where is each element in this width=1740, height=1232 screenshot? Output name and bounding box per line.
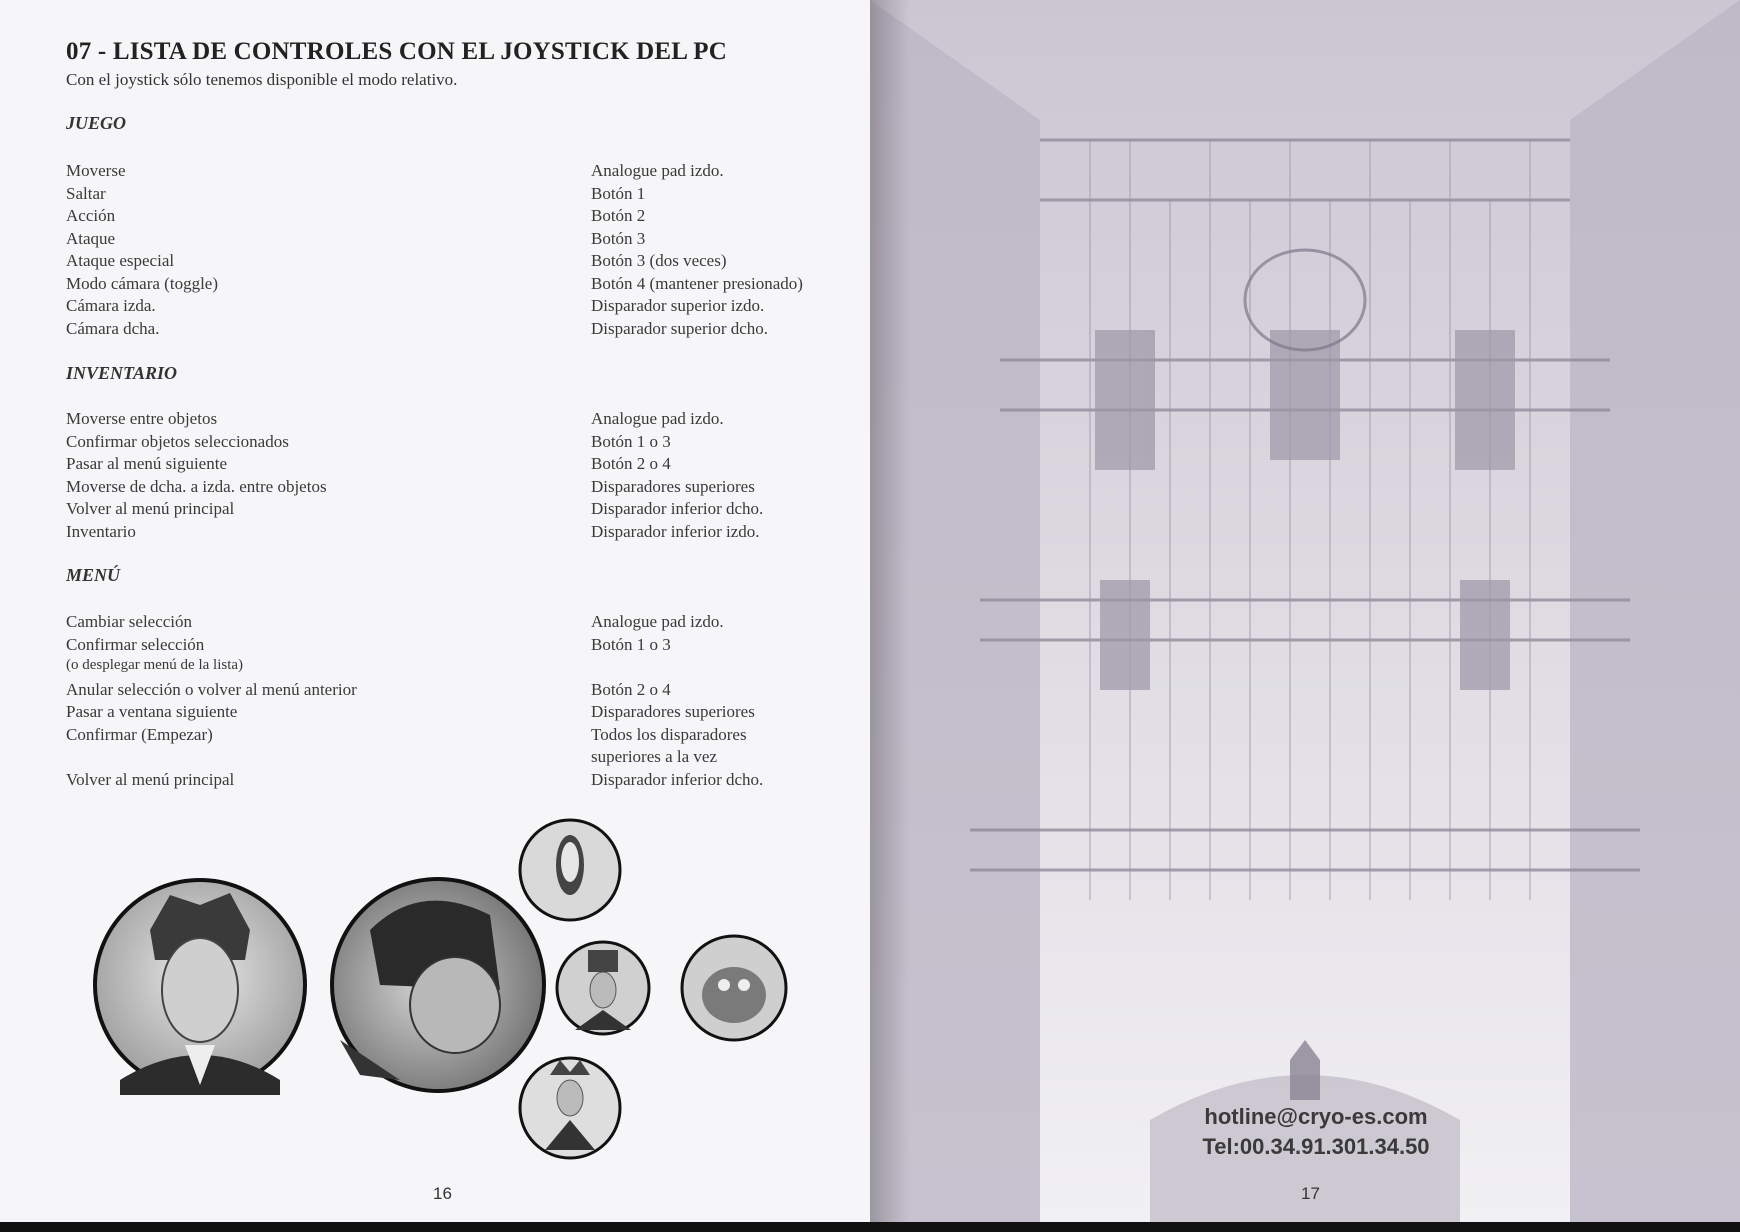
scan-border — [0, 1222, 1740, 1232]
section-heading-inventario: INVENTARIO — [66, 363, 178, 383]
portrait-hatted-figure — [557, 942, 649, 1034]
action-label: Acción — [66, 206, 116, 225]
control-label: Botón 1 o 3 — [591, 634, 671, 654]
control-label: Analogue pad izdo. — [591, 409, 724, 428]
action-label: Cámara dcha. — [66, 318, 160, 338]
action-label: Anular selección o volver al menú anterior — [66, 679, 357, 699]
control-label: Disparadores superiores — [591, 702, 755, 721]
action-label: Moverse entre objetos — [66, 409, 218, 428]
cathedral-illustration — [870, 0, 1740, 1222]
control-label: Todos los disparadores — [591, 724, 747, 744]
action-label: Confirmar objetos seleccionados — [66, 431, 289, 451]
control-label: Analogue pad izdo. — [591, 612, 724, 631]
control-label: Disparador superior dcho. — [591, 318, 769, 338]
control-label: superiores a la vez — [591, 747, 718, 766]
control-label: Disparador inferior dcho. — [591, 499, 764, 518]
hotline-email: hotline@cryo-es.com — [1204, 1104, 1428, 1129]
action-label: Volver al menú principal — [66, 769, 235, 789]
control-label: Botón 2 o 4 — [591, 454, 671, 473]
control-label: Disparadores superiores — [591, 476, 755, 496]
portrait-beast-man — [332, 879, 544, 1091]
control-label: Botón 1 — [591, 183, 646, 203]
page-number-left: 16 — [433, 1184, 452, 1203]
control-label: Disparador superior izdo. — [591, 296, 765, 315]
action-label: Pasar al menú siguiente — [66, 454, 227, 473]
action-label: Cámara izda. — [66, 296, 156, 315]
action-label: Confirmar selección — [66, 634, 205, 654]
control-label: Disparador inferior izdo. — [591, 521, 760, 541]
action-label: Confirmar (Empezar) — [66, 724, 213, 744]
control-label: Disparador inferior dcho. — [591, 769, 764, 789]
hotline-contact — [1186, 1102, 1446, 1162]
gutter-shadow — [870, 0, 910, 1222]
portrait-crowned-figure — [520, 1058, 620, 1158]
control-label: Botón 3 (dos veces) — [591, 251, 727, 270]
control-label: Botón 4 (mantener presionado) — [591, 273, 803, 293]
portrait-tall-man — [95, 880, 305, 1095]
portrait-masked-figure — [520, 820, 620, 920]
control-label: Analogue pad izdo. — [591, 161, 724, 180]
section-heading-menu: MENÚ — [66, 565, 121, 585]
action-label: Modo cámara (toggle) — [66, 273, 218, 293]
action-label: Pasar a ventana siguiente — [66, 702, 238, 721]
action-label: (o desplegar menú de la lista) — [66, 657, 244, 673]
page-title: 07 - LISTA DE CONTROLES CON EL JOYSTICK DEL PC — [66, 38, 727, 65]
control-label: Botón 2 — [591, 206, 646, 225]
control-label: Botón 3 — [591, 228, 646, 248]
action-label: Moverse de dcha. a izda. entre objetos — [66, 476, 327, 496]
action-label: Ataque — [66, 228, 116, 248]
character-portraits — [0, 0, 870, 1222]
control-label: Botón 1 o 3 — [591, 431, 671, 451]
action-label: Cambiar selección — [66, 612, 193, 631]
right-page — [870, 0, 1740, 1222]
action-label: Volver al menú principal — [66, 499, 235, 518]
control-label: Botón 2 o 4 — [591, 679, 671, 699]
page-subtitle: Con el joystick sólo tenemos disponible el modo relativo. — [66, 70, 458, 89]
left-page — [0, 0, 870, 1222]
hotline-phone: Tel:00.34.91.301.34.50 — [1202, 1134, 1430, 1159]
portrait-round-creature — [682, 936, 786, 1040]
action-label: Saltar — [66, 183, 106, 203]
page-number-right: 17 — [1301, 1184, 1320, 1203]
action-label: Ataque especial — [66, 251, 175, 270]
action-label: Inventario — [66, 521, 136, 541]
section-heading-juego: JUEGO — [66, 113, 127, 133]
action-label: Moverse — [66, 161, 126, 180]
